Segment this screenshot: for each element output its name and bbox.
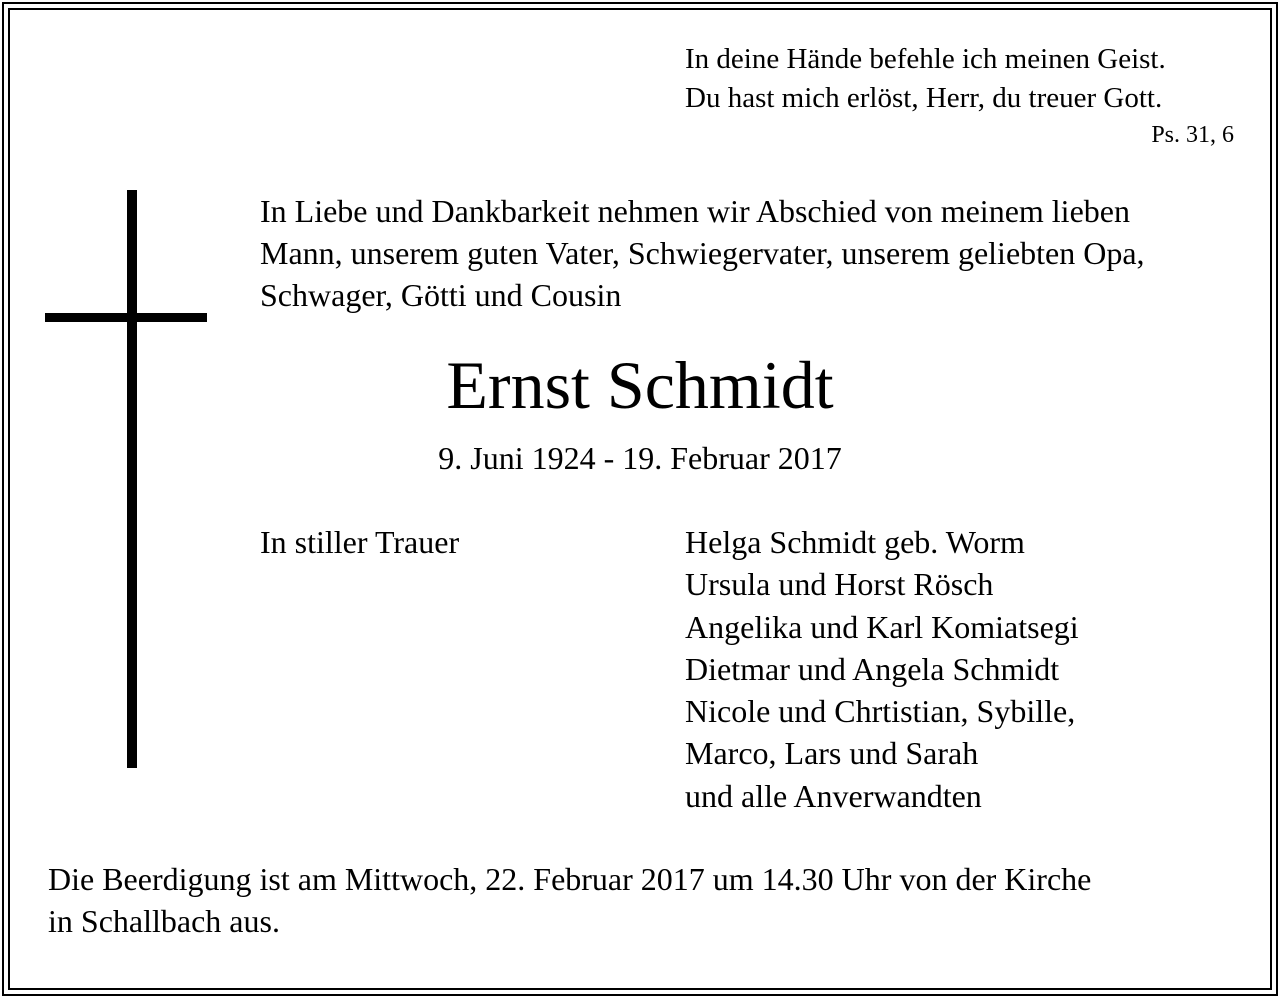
deceased-name: Ernst Schmidt [446, 347, 834, 423]
mourner-entry: Angelika und Karl Komiatsegi [685, 608, 1079, 645]
mourning-label: In stiller Trauer [260, 524, 460, 560]
mourner-entry: Nicole und Chrtistian, Sybille, [685, 693, 1076, 730]
mourner-entry: und alle Anverwandten [685, 777, 982, 814]
mourner-entry: Ursula und Horst Rösch [685, 566, 994, 603]
funeral-line: in Schallbach aus. [48, 903, 280, 939]
cross-vertical-bar [127, 190, 137, 768]
verse-reference: Ps. 31, 6 [1151, 122, 1234, 148]
farewell-line: In Liebe und Dankbarkeit nehmen wir Abschied von meinem lieben [260, 193, 1130, 229]
mourners-list [685, 521, 1079, 817]
farewell-text [260, 190, 1145, 316]
verse-line: In deine Hände befehle ich meinen Geist. [685, 43, 1166, 75]
funeral-line: Die Beerdigung ist am Mittwoch, 22. Februar 2017 um 14.30 Uhr von der Kirche [48, 861, 1092, 897]
psalm-verse [685, 40, 1166, 118]
cross-horizontal-bar [45, 313, 207, 322]
life-dates: 9. Juni 1924 - 19. Februar 2017 [438, 440, 842, 476]
verse-line: Du hast mich erlöst, Herr, du treuer Gott. [685, 82, 1163, 114]
farewell-line: Mann, unserem guten Vater, Schwiegervater, unserem geliebten Opa, [260, 235, 1145, 271]
funeral-notice [48, 858, 1091, 942]
farewell-line: Schwager, Götti und Cousin [260, 277, 622, 313]
mourner-entry: Dietmar und Angela Schmidt [685, 650, 1060, 687]
mourner-entry: Helga Schmidt geb. Worm [685, 524, 1025, 560]
inner-border [8, 8, 1272, 990]
mourner-entry: Marco, Lars und Sarah [685, 735, 979, 772]
